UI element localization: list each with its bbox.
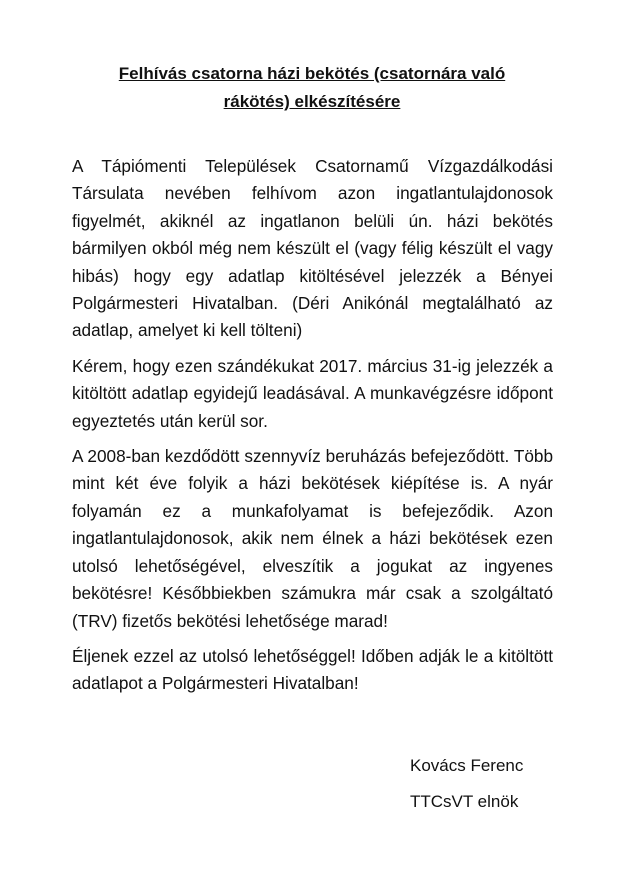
signature-role: TTCsVT elnök xyxy=(410,792,519,811)
document-title xyxy=(72,60,552,116)
title-line-1: Felhívás csatorna házi bekötés (csatornára való xyxy=(118,64,506,83)
paragraph-4: Éljenek ezzel az utolsó lehetőséggel! Időben adják le a kitöltött adatlapot a Polgármesteri Hivatalban! xyxy=(72,645,553,694)
title-line-2: rákötés) elkészítésére xyxy=(223,92,401,111)
paragraph-2: Kérem, hogy ezen szándékukat 2017. március 31-ig jelezzék a kitöltött adatlap egyidejű leadásával. A munkavégzésre időpont egyeztetés után kerül sor. xyxy=(72,355,553,431)
paragraph-1: A Tápiómenti Települések Csatornamű Vízgazdálkodási Társulata nevében felhívom azon ingatlantulajdonosok figyelmét, akiknél az ingatlanon belüli ún. házi bekötés bármilyen okból még nem készült el (vagy félig készült el vagy hibás) hogy egy adatlap kitöltésével jelezzék a Bényei Polgármesteri Hivatalban. (Déri Anikónál megtalálható az adatlap, amelyet ki kell tölteni) xyxy=(72,156,553,341)
signature-block xyxy=(410,748,523,820)
document-body xyxy=(72,153,553,706)
paragraph-3: A 2008-ban kezdődött szennyvíz beruházás befejeződött. Több mint két éve folyik a házi bekötések kiépítése is. A nyár folyamán ez a munkafolyamat is befejeződik. Azon ingatlantulajdonosok, akik nem élnek a házi bekötések ezen utolsó lehetőségével, elveszítik a jogukat az ingyenes bekötésre! Későbbiekben számukra már csak a szolgáltató (TRV) fizetős bekötési lehetősége marad! xyxy=(72,446,553,631)
signature-name: Kovács Ferenc xyxy=(410,756,524,775)
